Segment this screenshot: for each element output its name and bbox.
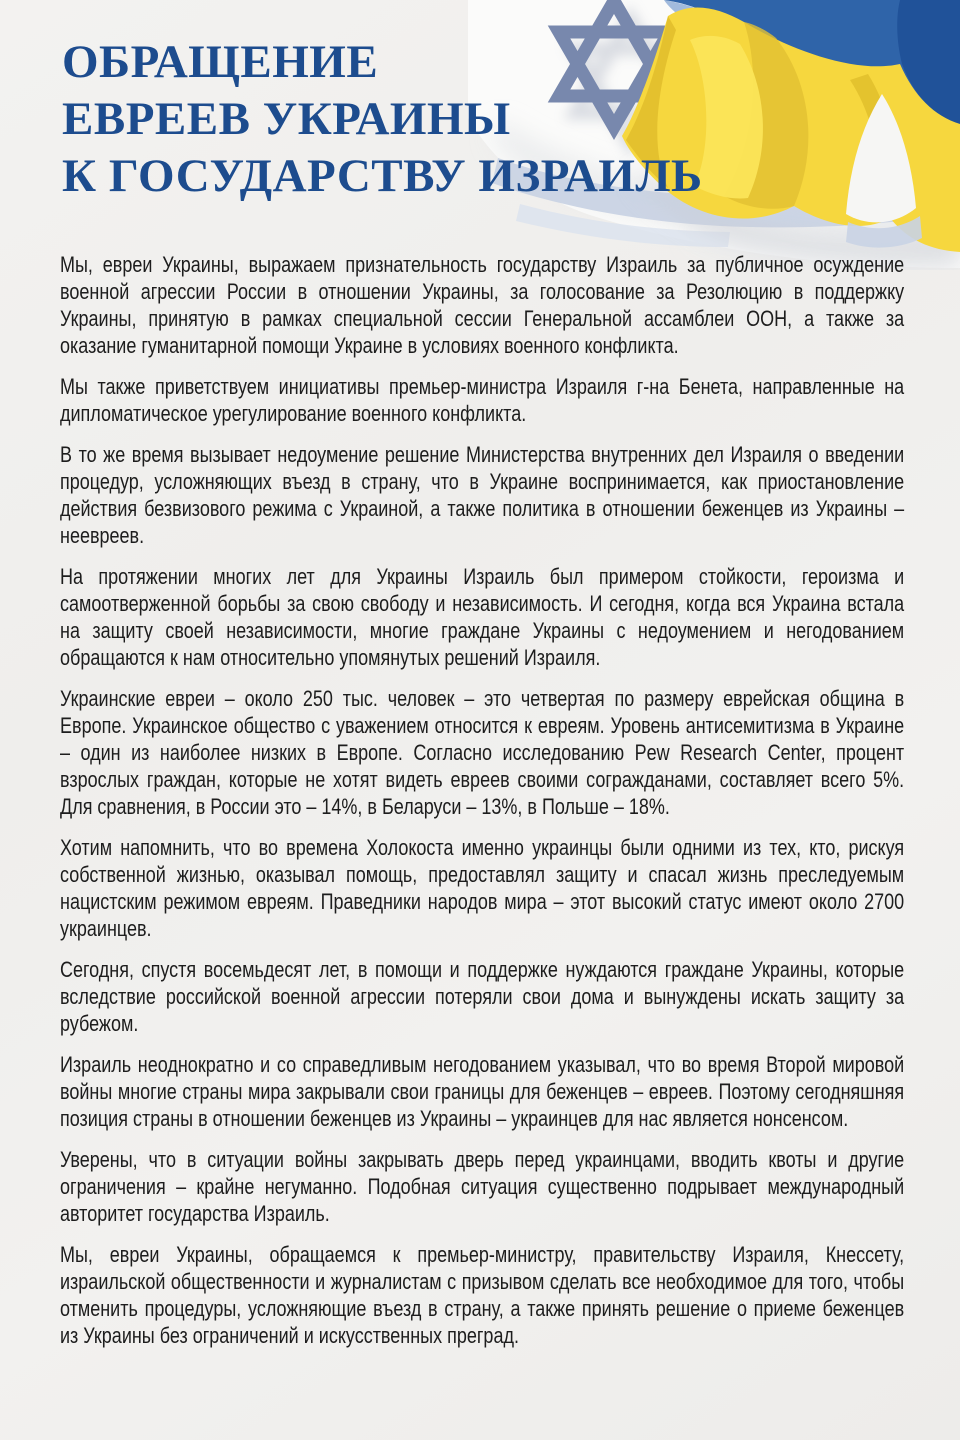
paragraph: На протяжении многих лет для Украины Израиль был примером стойкости, героизма и самоотверженной борьбы за свою свободу и независимость. И сегодня, когда вся Украина встала на защиту своей независимости, многие граждане Украины с недоумением и негодованием обращаются к нам относительно упомянутых решений Израиля.: [60, 564, 905, 670]
page-title-line-1: ОБРАЩЕНИЕ: [62, 36, 379, 88]
paragraph: Украинские евреи – около 250 тыс. человек – это четвертая по размеру еврейская община в Европе. Украинское общество с уважением относится к евреям. Уровень антисемитизма в Украине – один из наиболее низких в Европе. Согласно исследованию Pew Research Center, процент взрослых граждан, которые не хотят видеть евреев своими согражданами, составляет всего 5%. Для сравнения, в России это – 14%, в Беларуси – 13%, в Польше – 18%.: [60, 686, 905, 819]
paragraph: Израиль неоднократно и со справедливым негодованием указывал, что во время Второй мировой войны многие страны мира закрывали свои границы для беженцев – евреев. Поэтому сегодняшняя позиция страны в отношении беженцев из Украины – украинцев для нас является нонсенсом.: [60, 1052, 905, 1131]
paragraph: Мы, евреи Украины, выражаем признательность государству Израиль за публичное осуждение военной агрессии России в отношении Украины, за голосование за Резолюцию в поддержку Украины, принятую в рамках специальной сессии Генеральной ассамблеи ООН, а также за оказание гуманитарной помощи Украине в условиях военного конфликта.: [60, 252, 905, 358]
page-title: [62, 34, 703, 205]
appeal-body: [60, 251, 904, 1363]
paragraph: Мы, евреи Украины, обращаемся к премьер-министру, правительству Израиля, Кнессету, израильской общественности и журналистам с призывом сделать все необходимое для того, чтобы отменить процедуры, усложняющие въезд в страну, а также принять решение о приеме беженцев из Украины без ограничений и искусственных преград.: [60, 1242, 905, 1348]
paragraph: Уверены, что в ситуации войны закрывать дверь перед украинцами, вводить квоты и другие ограничения – крайне негуманно. Подобная ситуация существенно подрывает международный авторитет государства Израиль.: [60, 1147, 905, 1226]
paragraph: В то же время вызывает недоумение решение Министерства внутренних дел Израиля о введении процедур, усложняющих въезд в страну, что в Украине воспринимается, как приостановление действия безвизового режима с Украиной, а также политика в отношении беженцев из Украины – неевреев.: [60, 442, 905, 548]
paragraph: Мы также приветствуем инициативы премьер-министра Израиля г-на Бенета, направленные на дипломатическое урегулирование военного конфликта.: [60, 374, 905, 426]
paragraph: Хотим напомнить, что во времена Холокоста именно украинцы были одними из тех, кто, рискуя собственной жизнью, оказывал помощь, предоставлял защиту и спасал жизнь преследуемым нацистским режимом евреям. Праведники народов мира – этот высокий статус имеют около 2700 украинцев.: [60, 835, 905, 941]
page-title-line-3: К ГОСУДАРСТВУ ИЗРАИЛЬ: [62, 150, 703, 202]
page-title-line-2: ЕВРЕЕВ УКРАИНЫ: [62, 93, 511, 145]
paragraph: Сегодня, спустя восемьдесят лет, в помощи и поддержке нуждаются граждане Украины, которые вследствие российской военной агрессии потеряли свои дома и вынуждены искать защиту за рубежом.: [60, 957, 905, 1036]
